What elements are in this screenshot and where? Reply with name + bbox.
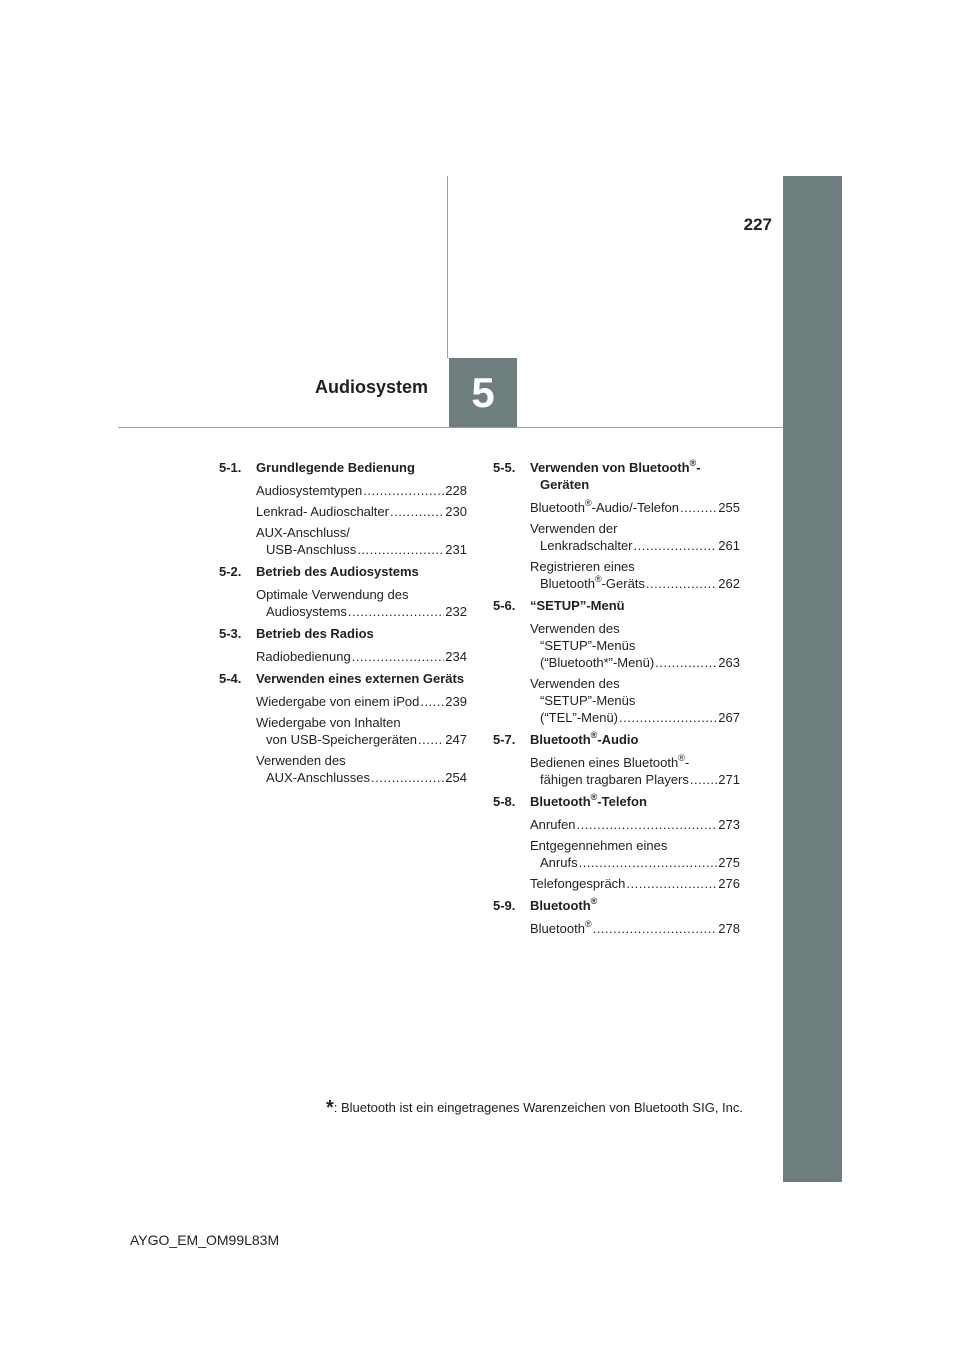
entry-page: 231 — [445, 542, 467, 557]
footnote-text: : Bluetooth ist ein eingetragenes Warenzeichen von Bluetooth SIG, Inc. — [333, 1100, 743, 1115]
toc-entry[interactable]: Verwenden des AUX-Anschlusses ..... 254 — [256, 752, 467, 786]
header-divider-vertical — [447, 176, 448, 358]
entry-page: 263 — [718, 655, 740, 670]
toc-entry[interactable]: Wiedergabe von einem iPod ..... 239 — [256, 693, 467, 710]
toc-entry[interactable]: AUX-Anschluss/ USB-Anschluss ..... 231 — [256, 524, 467, 558]
entry-page: 247 — [445, 732, 467, 747]
section-number: 5-5. — [493, 460, 516, 475]
toc-entry[interactable]: Wiedergabe von Inhalten von USB-Speichergeräten ..... 247 — [256, 714, 467, 748]
footnote-marker: * — [325, 1097, 334, 1119]
entry-page: 230 — [445, 504, 467, 519]
entry-page: 267 — [718, 710, 740, 725]
header-divider-horizontal — [118, 427, 783, 428]
section-number: 5-4. — [219, 671, 242, 686]
chapter-number-box — [449, 358, 517, 427]
toc-entry[interactable]: Telefongespräch ..... 276 — [530, 875, 740, 892]
entry-page: 275 — [718, 855, 740, 870]
entry-page: 262 — [718, 576, 740, 591]
toc-entry[interactable]: Verwenden der Lenkradschalter ..... 261 — [530, 520, 740, 554]
toc-section-5-4 — [219, 670, 467, 786]
section-number: 5-2. — [219, 564, 242, 579]
section-number: 5-9. — [493, 898, 516, 913]
toc-entry[interactable]: Anrufen ..... 273 — [530, 816, 740, 833]
section-number: 5-1. — [219, 460, 242, 475]
section-number: 5-7. — [493, 732, 516, 747]
toc-entry[interactable]: Bluetooth®-Audio/-Telefon ..... 255 — [530, 499, 740, 516]
section-title: Verwenden eines externen Geräts — [256, 671, 465, 686]
entry-page: 232 — [445, 604, 467, 619]
entry-page: 228 — [445, 483, 467, 498]
section-number: 5-3. — [219, 626, 242, 641]
toc-section-5-2 — [219, 563, 467, 620]
entry-page: 261 — [718, 538, 740, 553]
entry-page: 271 — [718, 772, 740, 787]
footnote — [300, 1097, 743, 1120]
toc-entry[interactable]: Audiosystemtypen ..... 228 — [256, 482, 467, 499]
toc-entry[interactable]: Optimale Verwendung des Audiosystems ..... 232 — [256, 586, 467, 620]
toc-left-column — [219, 459, 467, 791]
toc-section-5-9 — [493, 897, 740, 937]
section-title: Betrieb des Audiosystems — [256, 564, 419, 579]
entry-page: 278 — [718, 921, 740, 936]
toc-entry[interactable]: Bluetooth® ..... 278 — [530, 920, 740, 937]
chapter-title: Audiosystem — [314, 377, 428, 397]
toc-right-column — [493, 459, 740, 942]
chapter-number: 5 — [471, 368, 495, 416]
section-number: 5-8. — [493, 794, 516, 809]
entry-page: 273 — [718, 817, 740, 832]
chapter-side-tab — [783, 176, 842, 1182]
section-title: Bluetooth®-Audio — [530, 730, 639, 747]
toc-section-5-6 — [493, 597, 740, 726]
section-number: 5-6. — [493, 598, 516, 613]
section-title: Grundlegende Bedienung — [256, 460, 415, 475]
document-id: AYGO_EM_OM99L83M — [130, 1232, 280, 1248]
toc-entry[interactable]: Verwenden des “SETUP”-Menüs (“Bluetooth*”-Menü) ..... 263 — [530, 620, 740, 671]
toc-entry[interactable]: Registrieren eines Bluetooth®-Geräts ..... 262 — [530, 558, 740, 592]
toc-section-5-7 — [493, 731, 740, 788]
toc-entry[interactable]: Entgegennehmen eines Anrufs ..... 275 — [530, 837, 740, 871]
toc-section-5-8 — [493, 793, 740, 892]
toc-entry[interactable]: Radiobedienung ..... 234 — [256, 648, 467, 665]
section-title: “SETUP”-Menü — [530, 598, 625, 613]
entry-page: 254 — [445, 770, 467, 785]
toc-section-5-3 — [219, 625, 467, 665]
section-title: Bluetooth® — [530, 896, 598, 913]
toc-entry[interactable]: Lenkrad- Audioschalter ..... 230 — [256, 503, 467, 520]
entry-page: 234 — [445, 649, 467, 664]
toc-entry[interactable]: Verwenden des “SETUP”-Menüs (“TEL”-Menü) ..... 267 — [530, 675, 740, 726]
page-number: 227 — [743, 215, 772, 234]
entry-page: 239 — [445, 694, 467, 709]
entry-page: 276 — [718, 876, 740, 891]
section-title: Verwenden von Bluetooth®- Geräten — [530, 458, 701, 492]
section-title: Bluetooth®-Telefon — [530, 792, 647, 809]
section-title: Betrieb des Radios — [256, 626, 374, 641]
toc-section-5-1 — [219, 459, 467, 558]
toc-section-5-5 — [493, 459, 740, 592]
entry-page: 255 — [718, 500, 740, 515]
toc-entry[interactable]: Bedienen eines Bluetooth®- fähigen tragbaren Players ..... 271 — [530, 754, 740, 788]
